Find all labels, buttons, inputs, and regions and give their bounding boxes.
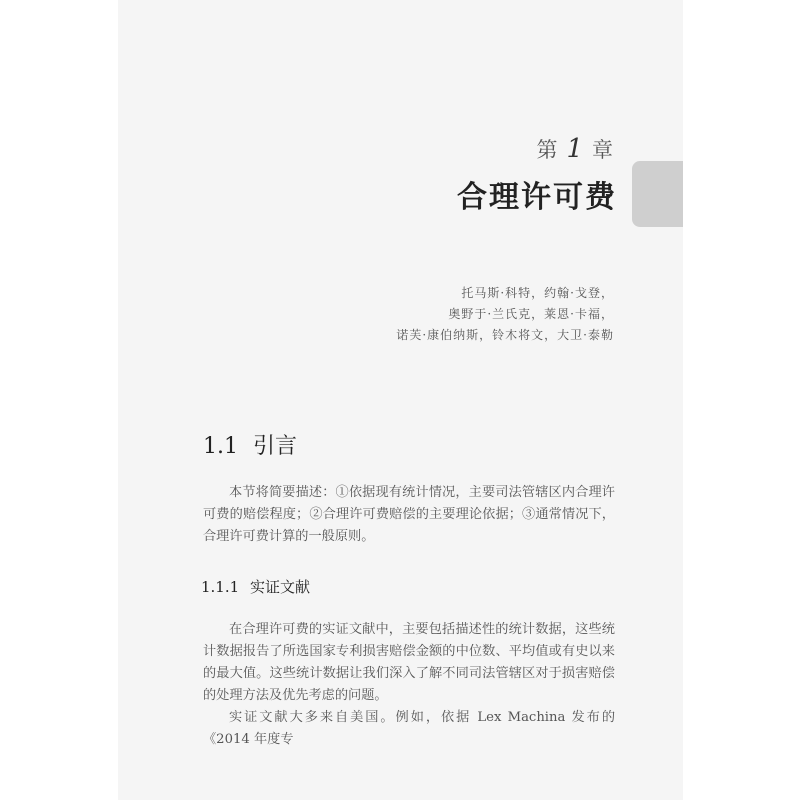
chapter-prefix: 第 bbox=[536, 138, 561, 162]
subsection-title: 实证文献 bbox=[249, 578, 310, 596]
author-list bbox=[396, 283, 614, 346]
chapter-title: 合理许可费 bbox=[457, 180, 617, 215]
chapter-label bbox=[536, 134, 616, 164]
author-line: 托马斯·科特，约翰·戈登， bbox=[461, 286, 614, 300]
paragraph: 本节将简要描述：①依据现有统计情况，主要司法管辖区内合理许可费的赔偿程度；②合理许可费赔偿的主要理论依据；③通常情况下，合理许可费计算的一般原则。 bbox=[203, 485, 615, 544]
subsection-heading bbox=[201, 576, 310, 597]
section-number: 1.1 bbox=[203, 434, 238, 459]
chapter-thumb-tab bbox=[632, 161, 683, 227]
subsection-number: 1.1.1 bbox=[201, 578, 240, 596]
chapter-suffix: 章 bbox=[592, 138, 616, 162]
paragraph: 实证文献大多来自美国。例如，依据 Lex Machina 发布的《2014 年度专 bbox=[203, 710, 615, 747]
author-line: 奥野于·兰氏克，莱恩·卡福， bbox=[448, 307, 614, 321]
chapter-number: 1 bbox=[566, 134, 586, 164]
author-line: 诺芙·康伯纳斯，铃木将文，大卫·泰勒 bbox=[396, 328, 614, 342]
paragraph: 在合理许可费的实证文献中，主要包括描述性的统计数据，这些统计数据报告了所选国家专利损害赔偿金额的中位数、平均值或有史以来的最大值。这些统计数据让我们深入了解不同司法管辖区对于损害赔偿的处理方法及优先考虑的问题。 bbox=[203, 622, 615, 703]
section-title: 引言 bbox=[253, 434, 298, 459]
section-heading bbox=[203, 429, 297, 460]
